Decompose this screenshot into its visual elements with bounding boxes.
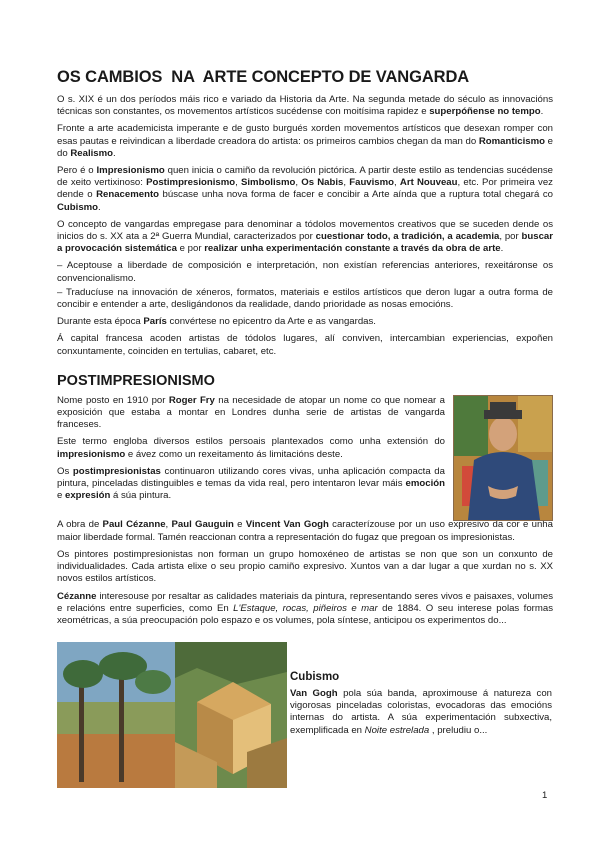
intro-paragraph-1: O s. XIX é un dos períodos máis rico e variado da Historia da Arte. Na segunda metade do século as innovacións técnicas son constantes, os movementos artísticos sucédense con moitísima rapidez e superpóñense no tempo. [57,94,553,118]
post-paragraph-artists: A obra de Paul Cézanne, Paul Gauguin e Vincent Van Gogh caracterízouse por un uso expresivo da cor e unha maior liberdade formal. Tamén reaccionan contra a representación do fugaz que pregoan os impresionistas. [57,519,553,543]
intro-paragraph-capital: Á capital francesa acoden artistas de tódolos lugares, alí conviven, intercambian experiencias, expoñen conxuntamente, coinciden en tertulias, cabaret, etc. [57,333,553,357]
post-paragraph-colors: Os postimpresionistas continuaron utilizando cores vivas, unha aplicación compacta da pintura, pinceladas distinguibles e temas da vida real, pero intentaron levar máis emoción e expresión á súa pintura. [57,465,445,502]
section-title-postimpresionismo: POSTIMPRESIONISMO [57,372,215,389]
post-paragraph-individualities: Os pintores postimpresionistas non forman un grupo homoxéneo de artistas se non que son un conxunto de individualidades. Cada artista elixe o seu propio camiño expresivo. Xuntos van a dar lugar a que xurdan no s. XX novos estilos artísticos. [57,548,553,585]
cezanne-braque-landscapes-image [57,642,287,788]
pere-tanguy-painting [453,395,553,521]
intro-paragraph-2: Fronte a arte academicista imperante e de gusto burgués xorden movementos artísticos que desexan romper con esas pautas e reivindican a liberdade creadora do artista: os primeiros cambios chegan da man do Romanticismo e do Realismo. [57,123,553,159]
post-paragraph-fry: Nome posto en 1910 por Roger Fry na necesidade de atopar un nome co que nomear a exposición que estaba a montar en Londres dunha serie de artistas de vangarda franceses. [57,394,445,431]
fry-text-column [57,395,445,503]
intro-paragraph-4: O concepto de vangardas empregase para denominar a tódolos movementos creativos que se suceden dende os inicios do s. XX ata a 2ª Guerra Mundial, caracterizados por cuestionar todo, a tradición, a academia, por buscar a provocación sistemática e por realizar unha experimentación constante a través da obra de arte. [57,218,553,255]
page-number: 1 [542,790,548,801]
cubism-paragraph: Van Gogh pola súa banda, aproximouse á natureza con vigorosas pinceladas coloristas, evocadoras das emocións internas do artista. A súa experimentación subxectiva, exemplificada en Noite estrelada , preludiu o... [290,688,552,736]
fry-block [57,395,553,503]
dash-item-1: – Aceptouse a liberdade de composición e interpretación, non existían referencias anteriores, rexeitáronse os convencionalismo. [57,260,553,284]
page-title: OS CAMBIOS NA ARTE CONCEPTO DE VANGARDA [57,68,470,86]
cubism-text-column [290,670,552,742]
post-paragraph-cezanne: Cézanne interesouse por resaltar as calidades materiais da pintura, representando seres vivos e paisaxes, volumes e relacións entre superficies, como En L'Estaque, rocas, piñeiros e mar de 1884. O seu interese polas formas xeométricas, a súa preocupación polo espazo e os volumes, pola síntese, anticipou os experimentos do... [57,590,554,626]
document-page [57,62,554,736]
cubism-heading: Cubismo [290,671,340,683]
post-paragraph-term: Este termo engloba diversos estilos persoais plantexados como unha extensión do impresionismo e ávez como un rexeitamento ás limitacións deste. [57,436,445,460]
dash-item-2: – Traducíuse na innovación de xéneros, formatos, materiais e estilos artísticos que deron lugar a outra forma de concibir e entender a arte, desligándonos da realidade, dando prioridade as nosas emocións. [57,286,553,311]
intro-paragraph-3: Pero é o Impresionismo quen inicia o camiño da revolución pictórica. A partir deste estilo as tendencias sucédense de xeito vertixinoso: Postimpresionismo, Simbolismo, Os Nabis, Fauvismo, Art Nouveau, etc. Por primeira vez dende o Renacemento búscase unha nova forma de facer e concibir a Arte aínda que a ruptura total chegará co Cubismo. [57,165,554,213]
intro-paragraph-paris: Durante esta época París convértese no epicentro da Arte e as vangardas. [57,316,376,328]
